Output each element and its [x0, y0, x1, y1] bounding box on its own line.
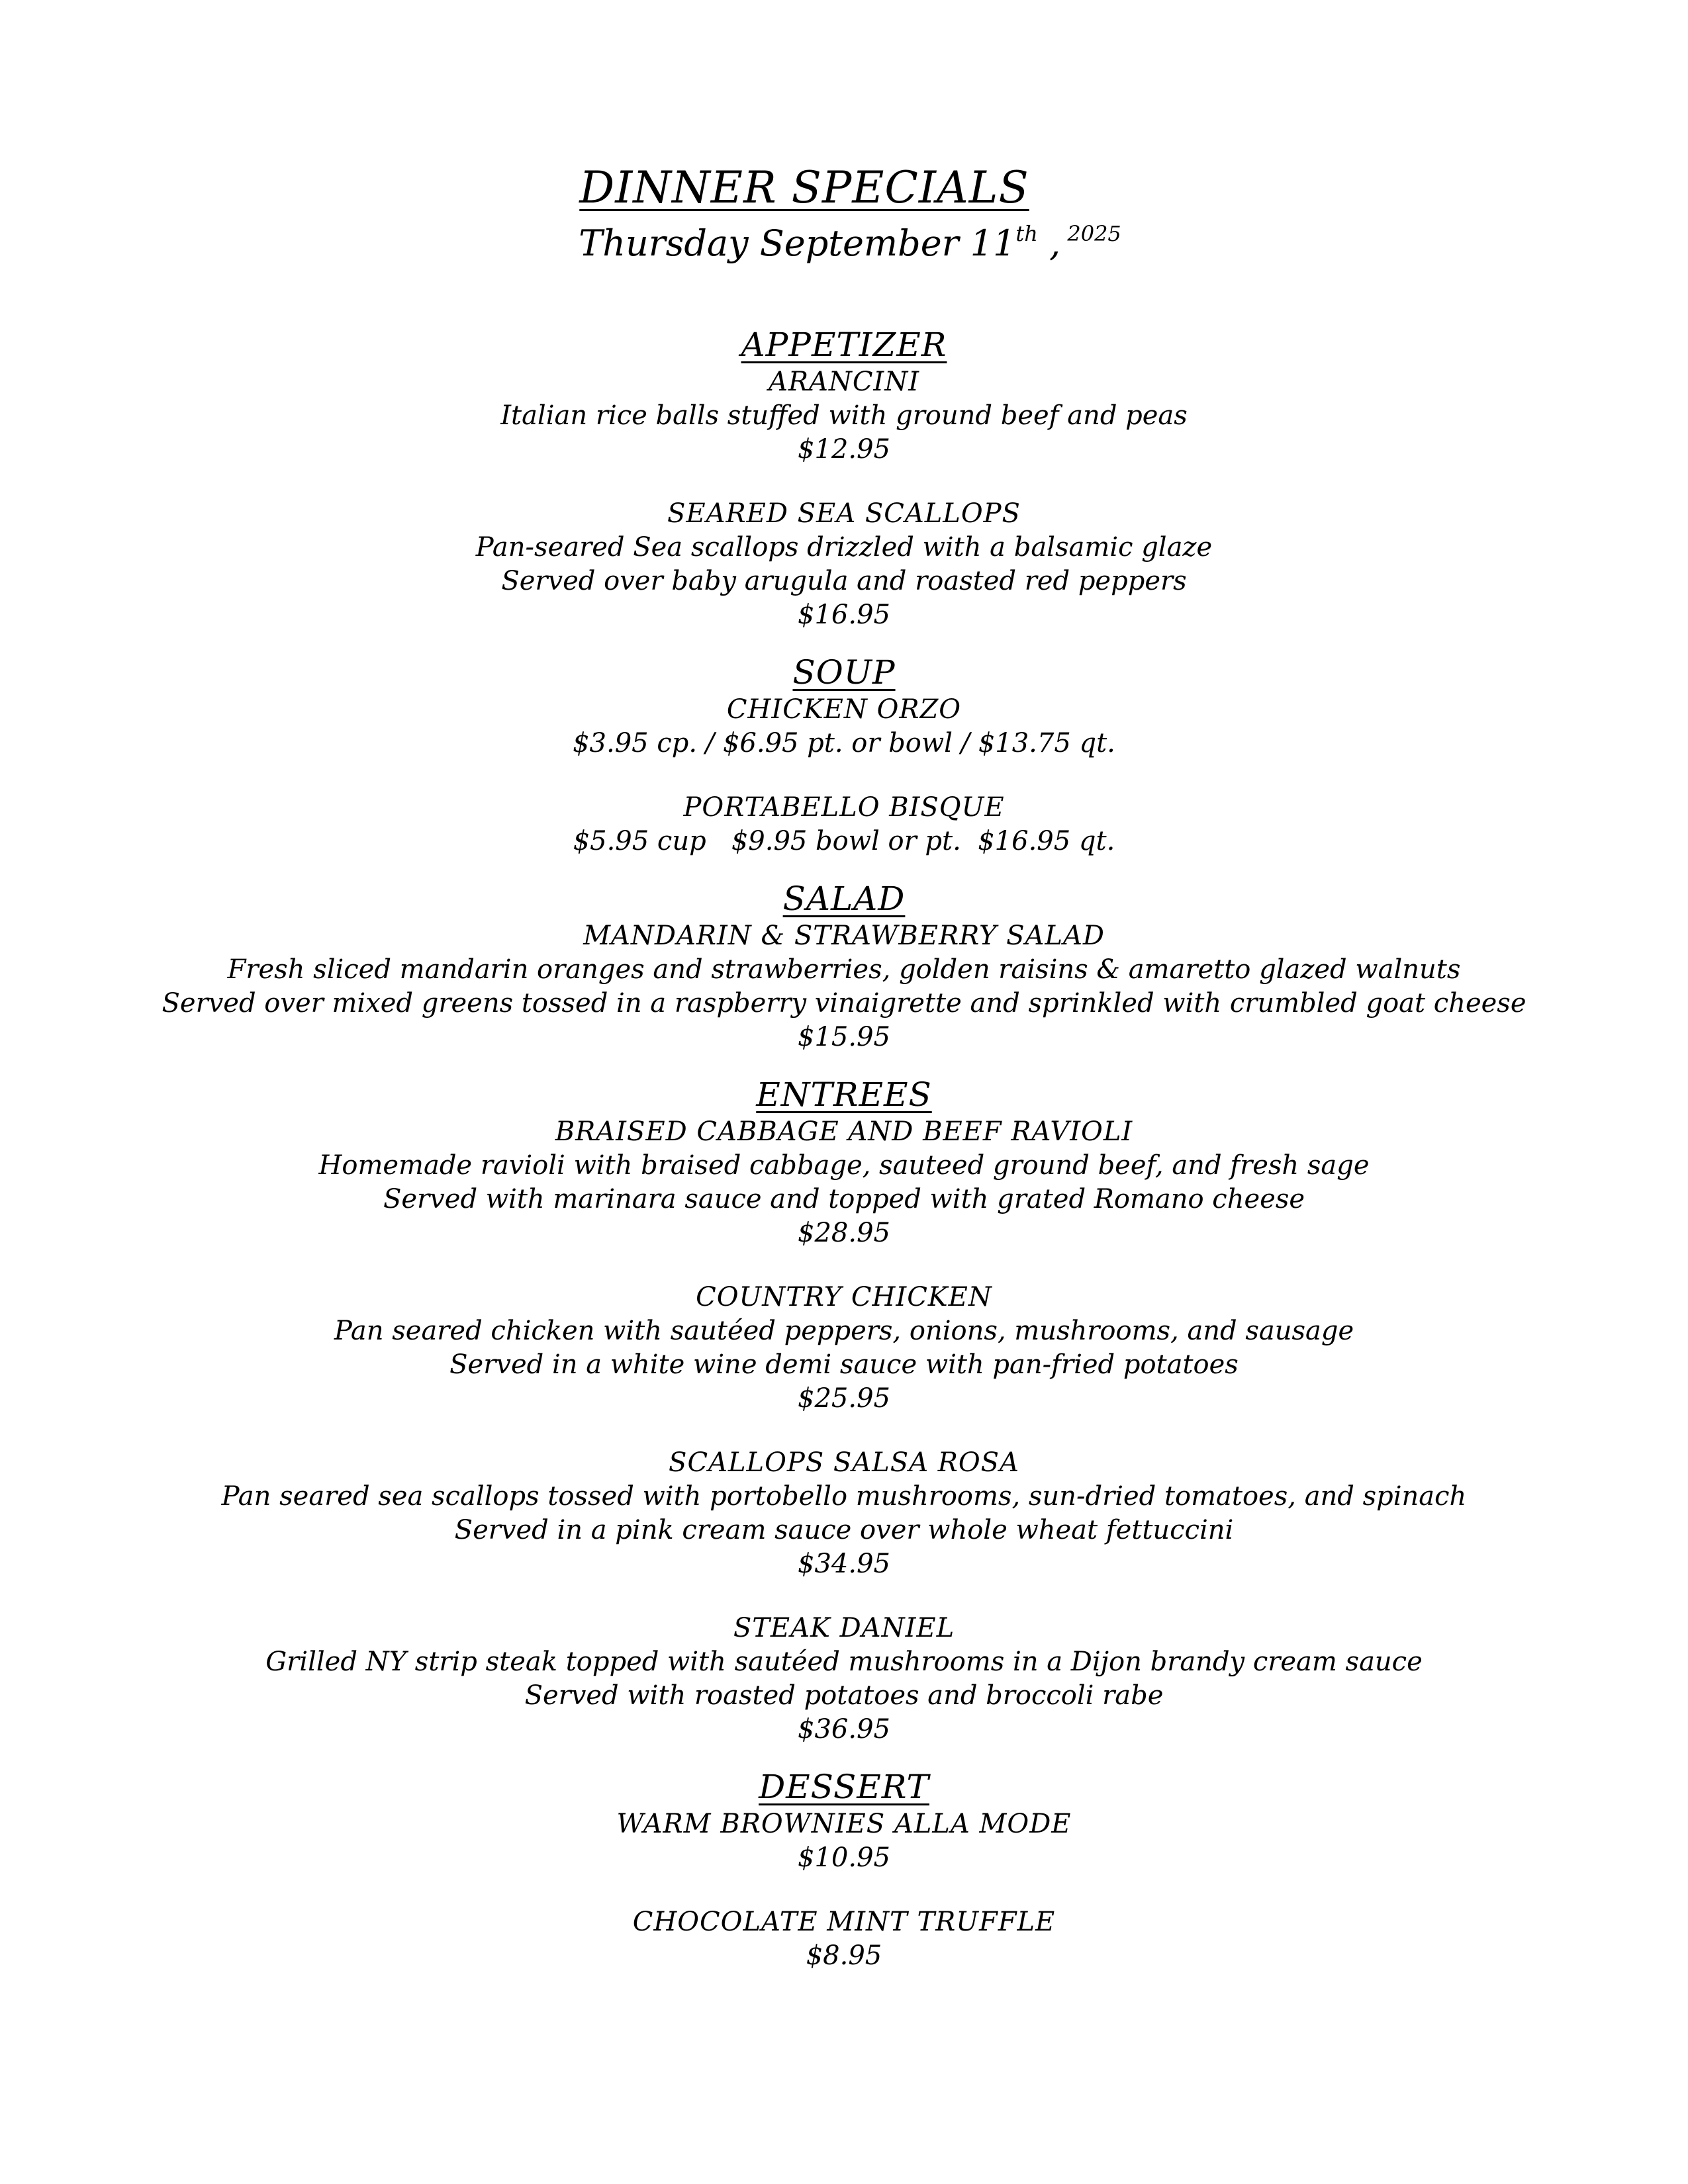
- item-price: $36.95: [798, 1714, 890, 1745]
- menu-date-comma: ,: [1037, 222, 1061, 264]
- menu-date-suffix: th: [1015, 221, 1038, 246]
- item-name: COUNTRY CHICKEN: [696, 1282, 992, 1312]
- item-description: Served over baby arugula and roasted red peppers: [501, 566, 1187, 596]
- menu-item: [0, 1807, 1688, 1875]
- item-price: $3.95 cp. / $6.95 pt. or bowl / $13.75 qt.: [573, 728, 1115, 758]
- item-description: Served over mixed greens tossed in a raspberry vinaigrette and sprinkled with crumbled goat cheese: [162, 988, 1526, 1019]
- item-price: $16.95: [798, 600, 890, 630]
- item-price: $25.95: [798, 1383, 890, 1414]
- section-soup: [0, 652, 1688, 858]
- item-price: $5.95 cup $9.95 bowl or pt. $16.95 qt.: [573, 826, 1115, 856]
- section-appetizer: [0, 324, 1688, 632]
- section-heading-entrees: ENTREES: [756, 1075, 932, 1114]
- item-name: MANDARIN & STRAWBERRY SALAD: [583, 921, 1105, 951]
- section-heading-dessert: DESSERT: [759, 1768, 929, 1806]
- item-name: CHOCOLATE MINT TRUFFLE: [632, 1907, 1056, 1937]
- menu-content: [0, 324, 1688, 1973]
- item-price: $12.95: [798, 434, 890, 465]
- item-description: Italian rice balls stuffed with ground beef and peas: [500, 400, 1188, 431]
- menu-item: [0, 1905, 1688, 1973]
- item-name: ARANCINI: [768, 367, 920, 397]
- menu-date-year: 2025: [1060, 221, 1121, 246]
- item-price: $34.95: [798, 1549, 890, 1579]
- item-description: Pan-seared Sea scallops drizzled with a balsamic glaze: [475, 532, 1213, 563]
- item-price: $10.95: [798, 1843, 890, 1873]
- section-entrees: [0, 1074, 1688, 1747]
- menu-item: [0, 497, 1688, 632]
- menu-item: [0, 1446, 1688, 1581]
- menu-item: [0, 791, 1688, 858]
- menu-item: [0, 693, 1688, 760]
- item-description: Served with roasted potatoes and broccoli rabe: [524, 1680, 1164, 1711]
- item-description: Fresh sliced mandarin oranges and strawberries, golden raisins & amaretto glazed walnuts: [227, 954, 1461, 985]
- item-name: SEARED SEA SCALLOPS: [667, 498, 1021, 529]
- item-description: Served with marinara sauce and topped with grated Romano cheese: [383, 1184, 1305, 1214]
- menu-date-main: Thursday September 11: [579, 222, 1016, 264]
- item-description: Pan seared chicken with sautéed peppers, onions, mushrooms, and sausage: [334, 1316, 1354, 1346]
- menu-item: [0, 919, 1688, 1054]
- section-heading-soup: SOUP: [792, 653, 896, 692]
- item-name: CHICKEN ORZO: [726, 694, 962, 725]
- section-heading-appetizer: APPETIZER: [741, 326, 947, 364]
- item-description: Pan seared sea scallops tossed with portobello mushrooms, sun-dried tomatoes, and spinach: [221, 1481, 1467, 1512]
- item-description: Served in a pink cream sauce over whole wheat fettuccini: [454, 1515, 1234, 1545]
- item-description: Homemade ravioli with braised cabbage, sauteed ground beef, and fresh sage: [318, 1150, 1370, 1181]
- menu-item: [0, 1281, 1688, 1416]
- item-description: Grilled NY strip steak topped with sautéed mushrooms in a Dijon brandy cream sauce: [265, 1647, 1423, 1677]
- item-price: $8.95: [806, 1940, 882, 1971]
- section-dessert: [0, 1766, 1688, 1973]
- menu-item: [0, 1115, 1688, 1250]
- item-name: WARM BROWNIES ALLA MODE: [616, 1809, 1072, 1839]
- item-name: PORTABELLO BISQUE: [683, 792, 1005, 823]
- menu-title: DINNER SPECIALS: [579, 162, 1029, 213]
- menu-date: [12, 217, 1688, 270]
- section-heading-salad: SALAD: [782, 880, 906, 918]
- item-price: $28.95: [798, 1218, 890, 1248]
- item-name: STEAK DANIEL: [733, 1613, 955, 1643]
- section-salad: [0, 878, 1688, 1054]
- item-name: SCALLOPS SALSA ROSA: [669, 1447, 1019, 1478]
- menu-header: [0, 159, 1688, 270]
- menu-item: [0, 365, 1688, 467]
- menu-item: [0, 1612, 1688, 1747]
- item-description: Served in a white wine demi sauce with pan-fried potatoes: [449, 1349, 1239, 1380]
- item-price: $15.95: [798, 1022, 890, 1052]
- item-name: BRAISED CABBAGE AND BEEF RAVIOLI: [555, 1116, 1133, 1147]
